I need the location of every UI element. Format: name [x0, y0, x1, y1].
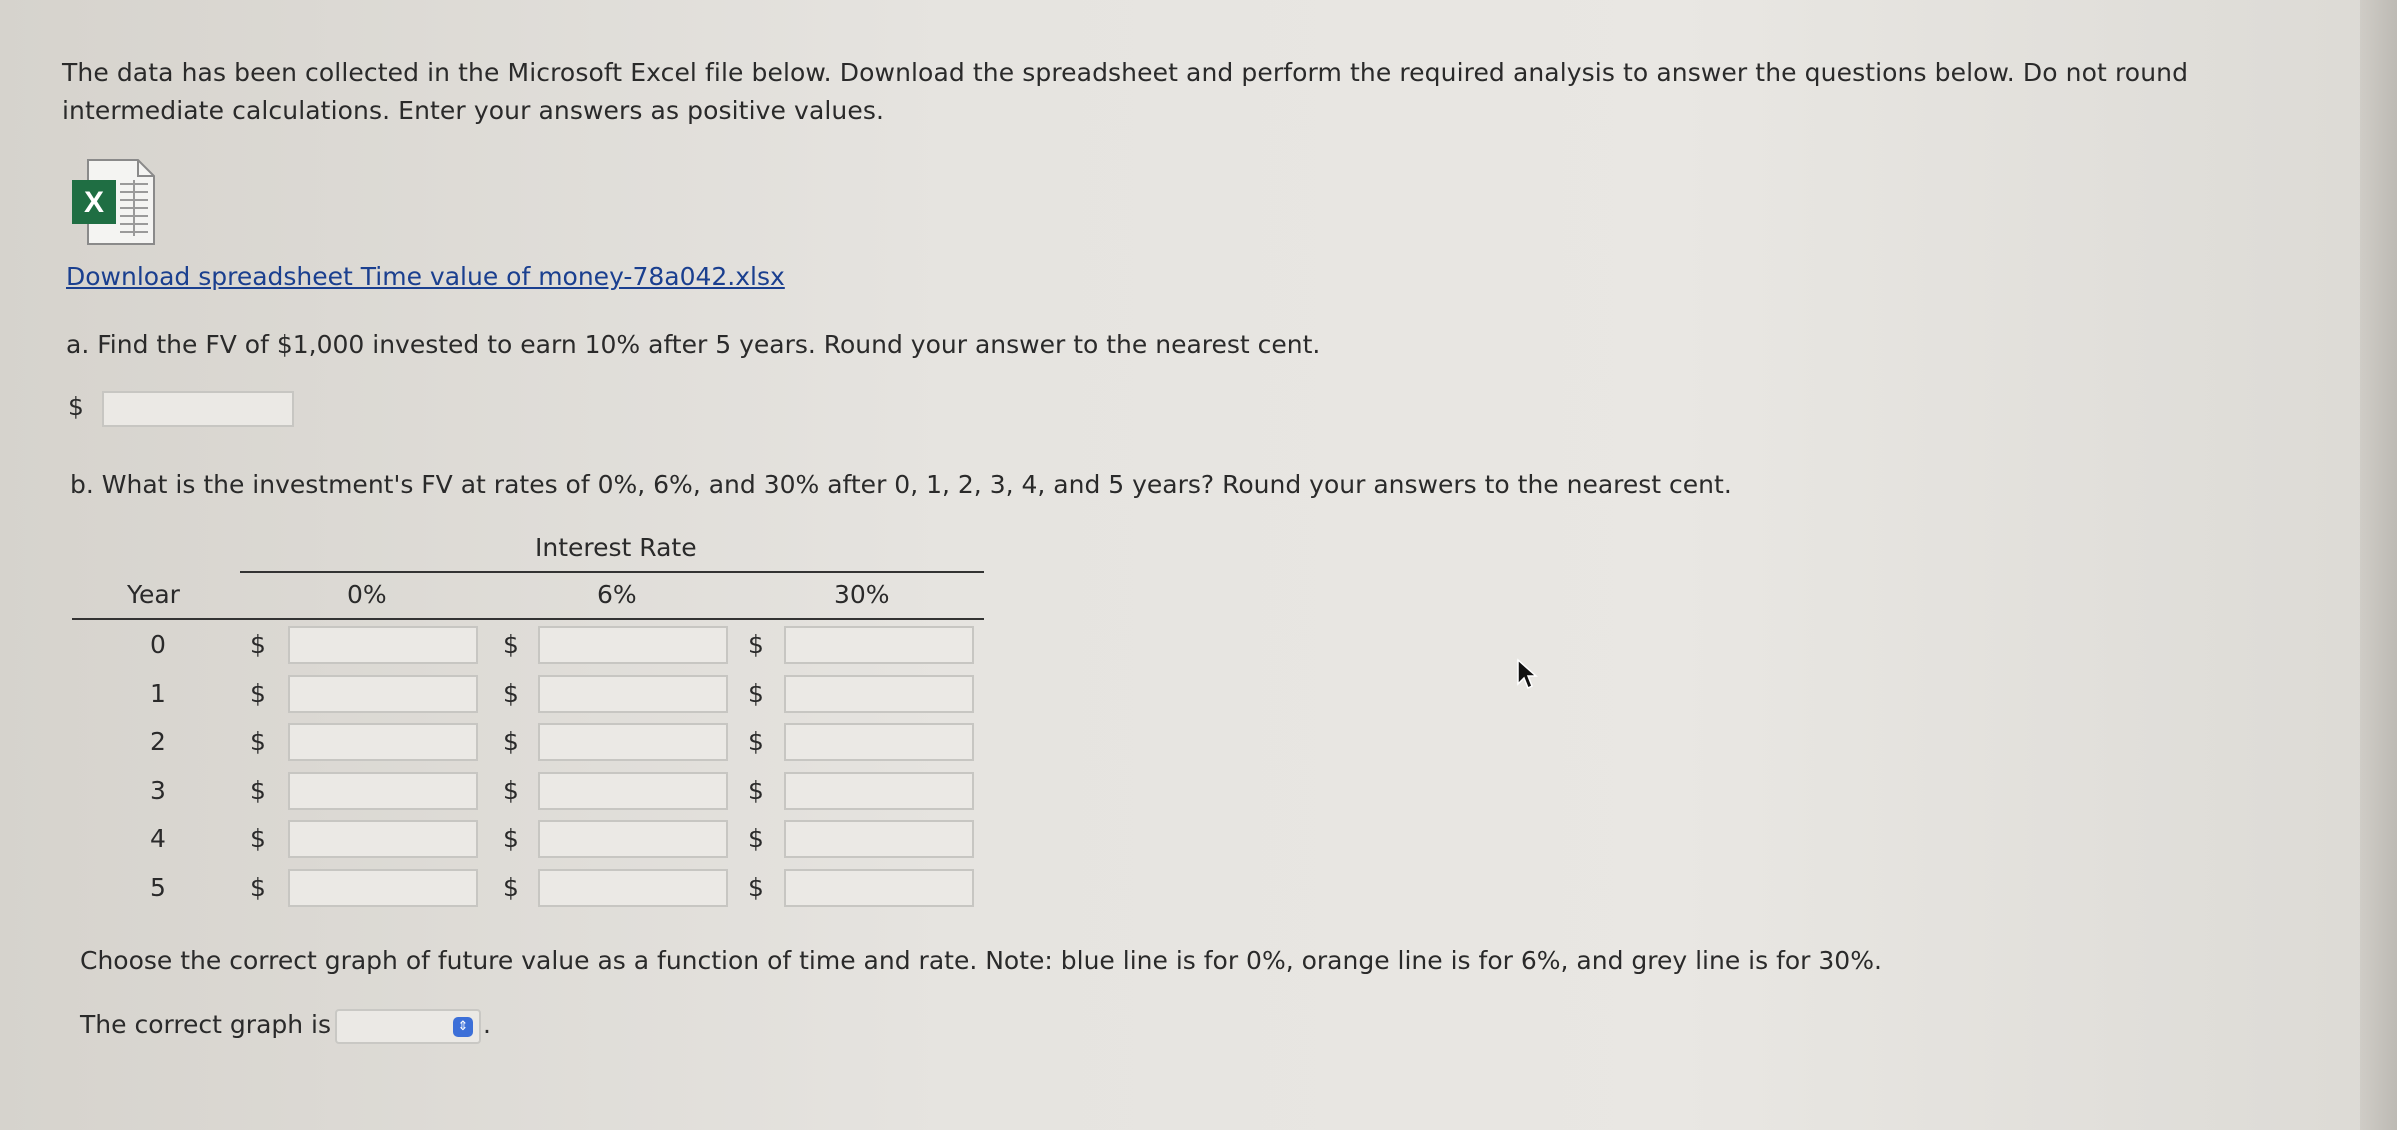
sentence-period: .: [483, 1010, 491, 1039]
currency-symbol: $: [748, 873, 764, 902]
interest-rate-header: Interest Rate: [535, 533, 697, 562]
currency-symbol: $: [748, 727, 764, 756]
graph-question-text: Choose the correct graph of future value as a function of time and rate. Note: blue line is for 0%, orange line is for 6%, and grey line is for 30%.: [80, 946, 1882, 975]
fv-input-year-5-rate-1[interactable]: [538, 869, 728, 907]
rate-header-0: 0%: [347, 580, 387, 609]
fv-input-year-2-rate-0[interactable]: [288, 723, 478, 761]
currency-symbol: $: [250, 727, 266, 756]
question-a-text: a. Find the FV of $1,000 invested to earn 10% after 5 years. Round your answer to the nearest cent.: [66, 330, 1321, 359]
currency-symbol: $: [503, 776, 519, 805]
currency-symbol: $: [503, 630, 519, 659]
fv-input-year-5-rate-0[interactable]: [288, 869, 478, 907]
fv-input-year-0-rate-1[interactable]: [538, 626, 728, 664]
answer-a-input[interactable]: [102, 391, 294, 427]
excel-file-icon[interactable]: [68, 158, 158, 246]
currency-symbol: $: [748, 630, 764, 659]
currency-symbol: $: [250, 824, 266, 853]
currency-symbol: $: [503, 824, 519, 853]
year-label: 5: [150, 873, 166, 902]
fv-input-year-3-rate-1[interactable]: [538, 772, 728, 810]
rate-header-30: 30%: [834, 580, 890, 609]
fv-input-year-0-rate-0[interactable]: [288, 626, 478, 664]
instructions-text: The data has been collected in the Microsoft Excel file below. Download the spreadsheet and perform the required analysis to answer the questions below. Do not round intermediate calculations. Enter your answers as positive values.: [62, 58, 2189, 125]
fv-input-year-2-rate-1[interactable]: [538, 723, 728, 761]
fv-input-year-1-rate-0[interactable]: [288, 675, 478, 713]
mouse-pointer-icon: [1516, 658, 1538, 690]
header-divider: [240, 571, 984, 573]
currency-symbol: $: [68, 392, 84, 421]
fv-input-year-4-rate-2[interactable]: [784, 820, 974, 858]
fv-input-year-5-rate-2[interactable]: [784, 869, 974, 907]
currency-symbol: $: [250, 630, 266, 659]
correct-graph-label: The correct graph is: [80, 1010, 332, 1039]
up-down-chevron-icon: ⇕: [453, 1017, 473, 1037]
currency-symbol: $: [748, 679, 764, 708]
currency-symbol: $: [250, 776, 266, 805]
year-label: 2: [150, 727, 166, 756]
fv-input-year-0-rate-2[interactable]: [784, 626, 974, 664]
graph-select-dropdown[interactable]: [335, 1009, 481, 1044]
currency-symbol: $: [503, 679, 519, 708]
question-b-text: b. What is the investment's FV at rates of 0%, 6%, and 30% after 0, 1, 2, 3, 4, and 5 years? Round your answers to the nearest cent.: [70, 470, 1732, 499]
fv-input-year-4-rate-1[interactable]: [538, 820, 728, 858]
year-label: 0: [150, 630, 166, 659]
currency-symbol: $: [503, 727, 519, 756]
year-label: 4: [150, 824, 166, 853]
currency-symbol: $: [748, 776, 764, 805]
currency-symbol: $: [250, 873, 266, 902]
table-header-divider: [72, 618, 984, 620]
fv-input-year-3-rate-0[interactable]: [288, 772, 478, 810]
currency-symbol: $: [250, 679, 266, 708]
year-label: 1: [150, 679, 166, 708]
rate-header-6: 6%: [597, 580, 637, 609]
fv-input-year-2-rate-2[interactable]: [784, 723, 974, 761]
fv-input-year-4-rate-0[interactable]: [288, 820, 478, 858]
fv-input-year-1-rate-2[interactable]: [784, 675, 974, 713]
page-edge: [2360, 0, 2397, 1130]
fv-input-year-3-rate-2[interactable]: [784, 772, 974, 810]
year-column-header: Year: [127, 580, 180, 609]
currency-symbol: $: [748, 824, 764, 853]
currency-symbol: $: [503, 873, 519, 902]
download-spreadsheet-link[interactable]: Download spreadsheet Time value of money-78a042.xlsx: [66, 262, 785, 291]
svg-text:X: X: [83, 186, 105, 219]
year-label: 3: [150, 776, 166, 805]
fv-input-year-1-rate-1[interactable]: [538, 675, 728, 713]
